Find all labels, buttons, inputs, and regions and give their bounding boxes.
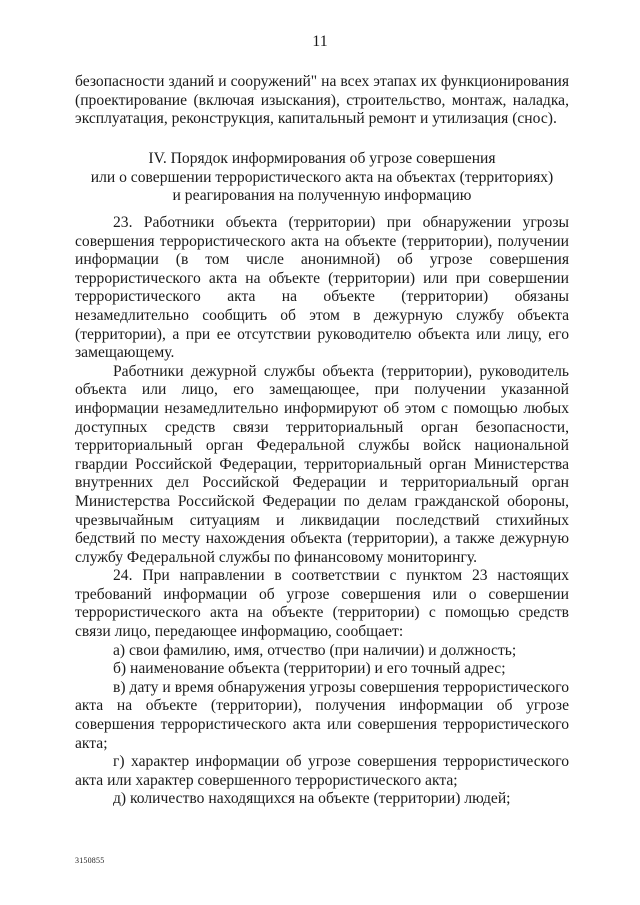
paragraph-duty-service: Работники дежурной службы объекта (территории), руководитель объекта или лицо, его замещающее, при получении указанной информации незамедлительно информируют об этом с помощью любых доступных средств связи территориальный орган безопасности, территориальный орган Федеральной службы войск национальной гвардии Российской Федерации, территориальный орган Министерства внутренних дел Российской Федерации и территориальный орган Министерства Российской Федерации по делам гражданской обороны, чрезвычайным ситуациям и ликвидации последствий стихийных бедствий по месту нахождения объекта (территории), а также дежурную службу Федеральной службы по финансовому мониторингу. (75, 362, 569, 566)
list-item-b: б) наименование объекта (территории) и его точный адрес; (113, 660, 506, 678)
paragraph-24: 24. При направлении в соответствии с пунктом 23 настоящих требований информации об угрозе совершения или о совершении террористического акта на объекте (территории) с помощью средств связи лицо, передающее информацию, сообщает: (75, 567, 569, 641)
page-number: 11 (312, 33, 328, 50)
intro-paragraph-block (75, 73, 569, 129)
section-heading (75, 150, 569, 206)
paragraph-23: 23. Работники объекта (территории) при обнаружении угрозы совершения террористического акта на объекте (территории), получении информации (в том числе анонимной) об угрозе совершения террористического акта на объекте (территории) или при совершении террористического акта на объекте (территории) обязаны незамедлительно сообщить об этом в дежурную службу объекта (территории), а при ее отсутствии руководителю объекта или лицу, его замещающему. (75, 214, 569, 362)
section-heading-line-1: IV. Порядок информирования об угрозе совершения (148, 150, 496, 167)
section-heading-line-2: или о совершении террористического акта на объектах (территориях) (90, 168, 554, 186)
body-text (75, 214, 569, 809)
list-item-d: д) количество находящихся на объекте (территории) людей; (113, 790, 511, 808)
document-code: 3150855 (75, 856, 105, 865)
intro-paragraph: безопасности зданий и сооружений" на всех этапах их функционирования (проектирование (включая изыскания), строительство, монтаж, наладка, эксплуатация, реконструкция, капитальный ремонт и утилизация (снос). (75, 73, 569, 128)
list-item-v: в) дату и время обнаружения угрозы совершения террористического акта на объекте (территории), получения информации об угрозе совершения террористического акта или совершения террористического акта; (75, 678, 569, 752)
list-item-g: г) характер информации об угрозе совершения террористического акта или характер совершенного террористического акта; (75, 753, 569, 789)
list-item-a: а) свои фамилию, имя, отчество (при наличии) и должность; (113, 641, 517, 659)
section-heading-line-3: и реагирования на полученную информацию (172, 187, 472, 205)
